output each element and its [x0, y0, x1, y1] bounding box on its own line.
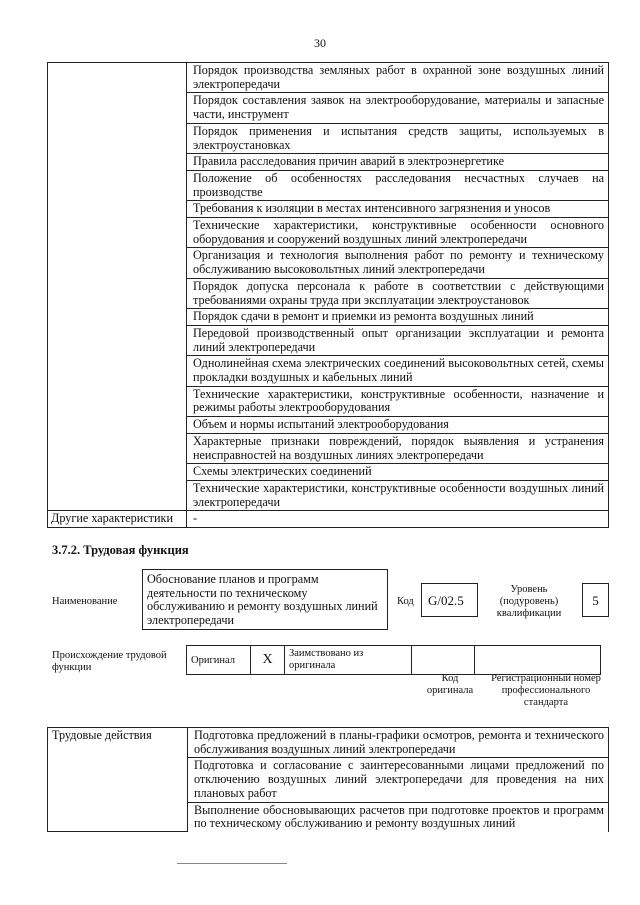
knowledge-row [48, 63, 609, 93]
level-label: Уровень (подуровень) квалификации [496, 584, 562, 619]
labor-actions-table [47, 727, 609, 832]
knowledge-item: Требования к изоляции в местах интенсивного загрязнения и уносов [187, 201, 609, 218]
knowledge-item: Характерные признаки повреждений, порядок выявления и устранения неисправностей на воздушных линиях электропередачи [187, 433, 609, 463]
knowledge-item: Технические характеристики, конструктивные особенности основного оборудования и сооружений воздушных линий электропередачи [187, 218, 609, 248]
knowledge-item: Технические характеристики, конструктивные особенности, назначение и режимы работы электрооборудования [187, 386, 609, 416]
code-value: G/02.5 [428, 593, 464, 608]
code-label: Код [397, 596, 414, 607]
origin-label: Происхождение трудовой функции [52, 650, 167, 673]
labor-action-item: Выполнение обосновывающих расчетов при подготовке проектов и программ по техническому обслуживанию и ремонту воздушных линий [188, 802, 609, 832]
knowledge-item: Передовой производственный опыт организации эксплуатации и ремонта линий электропередачи [187, 325, 609, 355]
knowledge-item: Порядок допуска персонала к работе в соответствии с действующими требованиями охраны труда при эксплуатации электроустановок [187, 278, 609, 308]
footer-rule [177, 863, 287, 864]
other-characteristics-value: - [187, 511, 609, 528]
original-mark: X [251, 646, 285, 675]
labor-action-row [48, 728, 609, 758]
reg-number-caption: Регистрационный номер профессионального стандарта [491, 673, 601, 708]
knowledge-item: Порядок применения и испытания средств защиты, используемых в электроустановках [187, 123, 609, 153]
level-value: 5 [592, 593, 599, 608]
knowledge-item: Порядок составления заявок на электрооборудование, материалы и запасные части, инструмент [187, 93, 609, 123]
knowledge-item: Однолинейная схема электрических соединений высоковольтных сетей, схемы прокладки воздушных и кабельных линий [187, 356, 609, 386]
other-characteristics-label: Другие характеристики [48, 511, 187, 528]
knowledge-item: Порядок производства земляных работ в охранной зоне воздушных линий электропередачи [187, 63, 609, 93]
origin-table [186, 645, 601, 675]
name-label: Наименование [52, 596, 118, 607]
labor-action-item: Подготовка и согласование с заинтересованными лицами предложений по отключению воздушных линий электропередачи для проведения на них плановых работ [188, 758, 609, 802]
page-number: 30 [314, 36, 326, 50]
knowledge-table [47, 62, 609, 528]
original-label: Оригинал [191, 654, 235, 666]
function-name-box [142, 569, 388, 630]
reg-number-cell [475, 646, 601, 675]
level-box [582, 583, 609, 617]
original-code-cell [412, 646, 475, 675]
knowledge-item: Положение об особенностях расследования несчастных случаев на производстве [187, 170, 609, 200]
knowledge-item: Порядок сдачи в ремонт и приемки из ремонта воздушных линий [187, 309, 609, 326]
knowledge-item: Объем и нормы испытаний электрооборудования [187, 417, 609, 434]
borrowed-label: Заимствовано из оригинала [289, 648, 364, 671]
section-title: 3.7.2. Трудовая функция [52, 543, 189, 557]
labor-action-item: Подготовка предложений в планы-графики осмотров, ремонта и технического обслуживания воздушных линий электропередачи [188, 728, 609, 758]
original-cell [187, 646, 251, 675]
code-box [421, 583, 478, 617]
borrowed-cell [285, 646, 412, 675]
knowledge-item: Схемы электрических соединений [187, 464, 609, 481]
knowledge-item: Правила расследования причин аварий в электроэнергетике [187, 154, 609, 171]
other-characteristics-row [48, 511, 609, 528]
function-name-value: Обоснование планов и программ деятельности по техническому обслуживанию и ремонту воздушных линий электропередачи [147, 572, 378, 628]
labor-actions-label: Трудовые действия [48, 728, 188, 832]
code-original-caption: Код оригинала [426, 673, 474, 696]
knowledge-item: Организация и технология выполнения работ по ремонту и техническому обслуживанию высоковольтных линий электропередачи [187, 248, 609, 278]
knowledge-item: Технические характеристики, конструктивные особенности воздушных линий электропередачи [187, 480, 609, 510]
knowledge-label-cell [48, 63, 187, 511]
